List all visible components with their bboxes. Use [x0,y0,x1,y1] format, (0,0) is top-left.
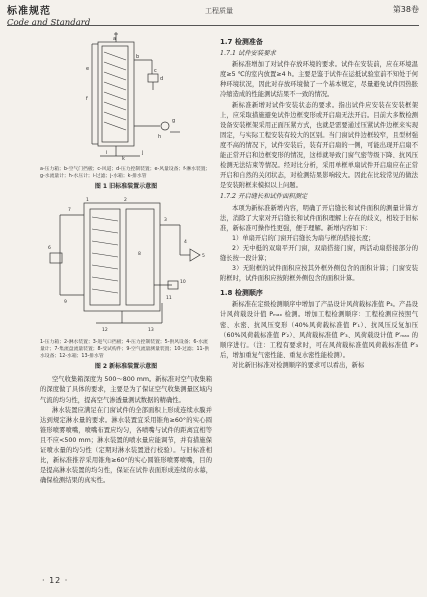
figure-2-diagram [40,195,212,335]
section-heading: 1.8 检测顺序 [220,289,263,298]
list-item: 2）无中梃的双扇平开门窗，双扇搭接门窗，两活动扇搭接部分的缝长按一段计算； [220,244,418,262]
figure-1-diagram [40,30,212,162]
journal-topic: 工程质量 [205,7,233,15]
paragraph: 对比新旧标准对检测顺序的要求可以看出，新标 [232,361,365,369]
subsection-heading [220,49,418,59]
paragraph: 本项为新标准新增内容，明确了开启缝长和试件面积的测量计算方法，消除了大家对开启缝长和试件面积理解上存在的歧义，相较于旧标准，新标准可操作性更强，便于理解。新增内容如下： [220,204,418,232]
svg-text:11: 11 [166,296,172,302]
page-number: · 12 · [42,576,69,585]
svg-text:5: 5 [202,254,205,260]
svg-text:e: e [86,66,90,72]
svg-text:h: h [158,134,162,140]
svg-text:1: 1 [86,198,89,204]
svg-text:b: b [136,54,140,60]
svg-text:c: c [154,68,157,74]
svg-text:10: 10 [180,280,186,286]
right-column [220,33,418,371]
svg-text:g: g [172,118,176,124]
paragraph: 淋水装置应满足在门窗试件的全部面积上形成连续水膜并达到规定淋水量的要求。淋水装置宜采用锥角≥60°的实心圆锥形喷雾喷嘴，喷嘴布置应均匀，各喷嘴与试件的距离宜相等且不应<500 mm；淋水装置的喷水量应能调节，并有措施保证喷水量的均匀性（定期对淋水装置进行校验）。与旧标准相比，新标准推荐采用锥角≥60°的实心圆锥形喷雾喷嘴，目的是提高淋水装置的均匀性，保证在试件表面形成连续的水幕，确保检测结果的真实性。 [40,406,212,485]
figure-2-caption: 图 2 新标准装置示意图 [94,363,158,371]
svg-text:7: 7 [68,208,71,214]
journal-title-en: Code and Standard [7,18,91,28]
svg-text:k: k [122,156,125,162]
list-item: 3）无附框的试件面积应按其外框外侧包含的面积计算；门窗安装附框时，试件面积应按附框外侧包含的面积计算。 [220,265,418,283]
paragraph: 新标准在定级检测顺序中增加了产品设计风荷载标准值 P₃。产品设计风荷载设计值 Pₘₐₓ 检测。增加工程检测顺序：工程检测应按照气密、水密、抗风压变形（40%风荷载标准值 P′₁）、抗风压反复加压（60%风荷载标准值 P′₂）、风荷载标准值 P′₃、风荷载设计值 P′ₘₐₓ 的顺序进行。（注：工程有要求时，可在风荷载标准值风荷载标准值 P′₃ 后，增加重复气密性能、重复水密性能检测）。 [220,301,418,359]
svg-text:4: 4 [184,240,187,246]
subsection-title: 1.7.2 开启缝长和试件面积测定 [220,193,308,201]
svg-text:13: 13 [148,328,154,334]
volume-label: 第38卷 [392,5,419,14]
figure-1 [40,30,212,192]
svg-text:9: 9 [64,300,67,306]
header-rule [7,25,419,26]
paragraph: 新标准增加了对试件存放环境的要求。试件在安装前，应在环境温度≥5 ℃的室内放置≥4 h。主要是鉴于试件在运抵试验室前不知处于何种环境状况，因此对存放环境做了一个基本规定，尽量避免试件因热胀冷缩造成的性能测试结果不一致的情况。 [220,61,418,99]
svg-text:8: 8 [138,252,141,258]
svg-text:j: j [142,150,144,156]
svg-text:3: 3 [164,218,167,224]
svg-text:d: d [160,76,164,82]
list-item: 1）单扇开启的门窗开启缝长为扇与框的搭接长度； [232,234,375,242]
journal-title-cn: 标准规范 [7,6,51,17]
subsection-heading [220,192,418,202]
svg-text:6: 6 [48,246,51,252]
figure-2-labels: 1-压力箱；2-淋水装置；3-进气口挡板；4-压力控制装置；5-供风设备；6-水流量计；7-集流盘流量装置；8-受试构件；9-空气流量测量装置；10-过滤；11-供水设备；12-水箱；13-排水管 [40,340,210,360]
svg-text:2: 2 [124,198,127,204]
paragraph: 空气收集箱深度为 500～800 mm。新标准对空气收集箱的深度做了具体的要求，主要是为了保证空气收集测量区域内气流的均匀性，提高空气渗透量测试数据的精确性。 [40,376,212,404]
figure-1-caption: 图 1 旧标准装置示意图 [94,183,158,191]
svg-text:i: i [106,150,108,156]
left-column [40,30,212,486]
figure-2 [40,195,212,372]
paragraph: 新标准新增对试件安装状态的要求。指出试件应安装在安装框架上，应采取措施避免试件边框变形或开启扇无法开启。目前大多数检测设备安装框架采用正面压紧方式，也就是需要通过压紧试件边框来实现固定，与实际工程安装有较大的区别。当门窗试件边框较窄，且型材强度不高的情况下，试件安装后，装有开启扇的一侧，可能出现开启扇不能正常开启和边框变形的情况，这样就导致门窗气密等级下降、抗风压检测无法结束等情况。经对比分析，采用单框单扇试件开启扇应在正常开启和自然的关闭状态，对检测结果影响较大。因此在比较常见的做法是安装附框来模拟以上问题。 [220,101,418,190]
svg-text:a: a [113,36,117,42]
svg-text:f: f [86,96,88,102]
section-heading: 1.7 检测准备 [220,38,263,46]
svg-text:12: 12 [102,328,108,334]
figure-1-labels: a-压力箱；b-空气门挡板；c-风道；d-压力控制装置；e-风量设备；f-淋水装置；g-水流量计；h-水压计；i-过滤；j-水箱；k-排水管 [40,167,211,180]
subsection-title: 1.7.1 试件安装要求 [220,50,276,58]
